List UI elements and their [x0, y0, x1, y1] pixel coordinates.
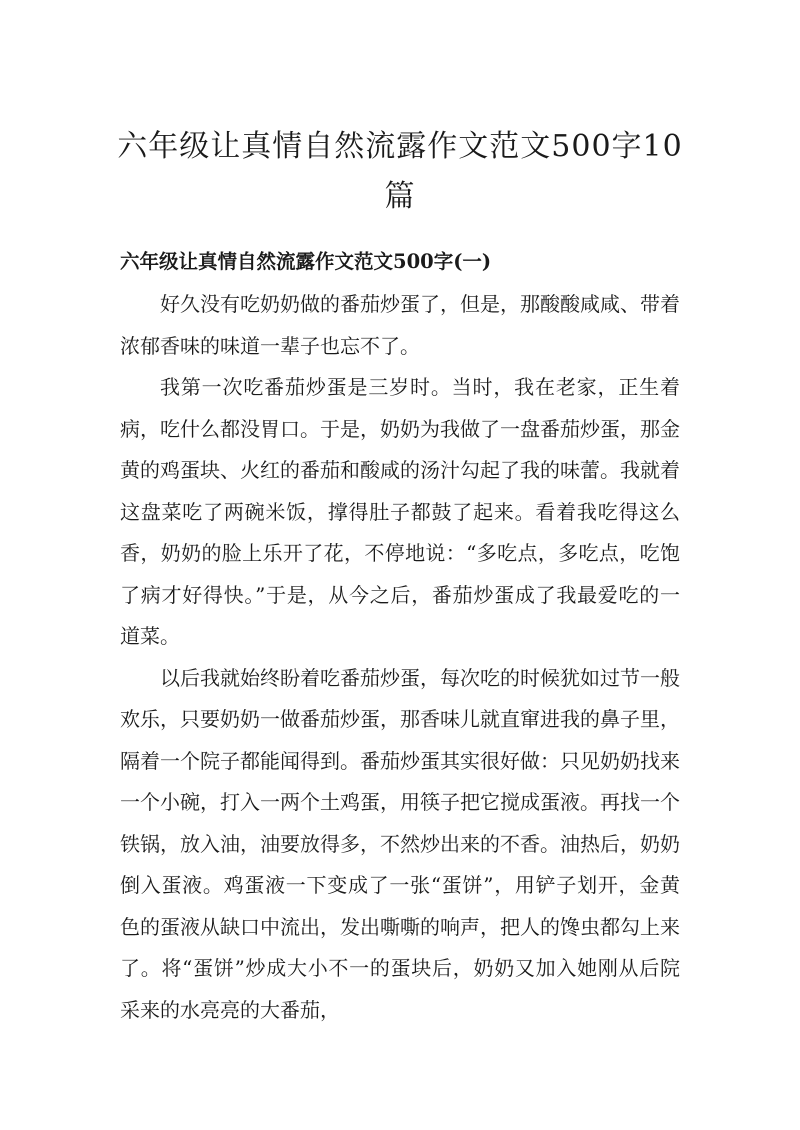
- paragraph-2: 我第一次吃番茄炒蛋是三岁时。当时，我在老家，正生着病，吃什么都没胃口。于是，奶奶为我做了一盘番茄炒蛋，那金黄的鸡蛋块、火红的番茄和酸咸的汤汁勾起了我的味蕾。我就着这盘菜吃了两碗米饭，撑得肚子都鼓了起来。看着我吃得这么香，奶奶的脸上乐开了花，不停地说：“多吃点，多吃点，吃饱了病才好得快。”于是，从今之后，番茄炒蛋成了我最爱吃的一道菜。: [120, 375, 680, 648]
- paragraph-1: 好久没有吃奶奶做的番茄炒蛋了，但是，那酸酸咸咸、带着浓郁香味的味道一辈子也忘不了。: [120, 292, 680, 358]
- section-heading: 六年级让真情自然流露作文范文500字(一): [120, 250, 492, 273]
- document-title: 六年级让真情自然流露作文范文500字10篇: [117, 129, 683, 214]
- article-body: [120, 284, 680, 1031]
- paragraph-3: 以后我就始终盼着吃番茄炒蛋，每次吃的时候犹如过节一般欢乐，只要奶奶一做番茄炒蛋，那香味儿就直窜进我的鼻子里，隔着一个院子都能闻得到。番茄炒蛋其实很好做：只见奶奶找来一个小碗，打入一两个土鸡蛋，用筷子把它搅成蛋液。再找一个铁锅，放入油，油要放得多，不然炒出来的不香。油热后，奶奶倒入蛋液。鸡蛋液一下变成了一张“蛋饼”，用铲子划开，金黄色的蛋液从缺口中流出，发出嘶嘶的响声，把人的馋虫都勾上来了。将“蛋饼”炒成大小不一的蛋块后，奶奶又加入她刚从后院采来的水亮亮的大番茄，: [120, 665, 680, 1022]
